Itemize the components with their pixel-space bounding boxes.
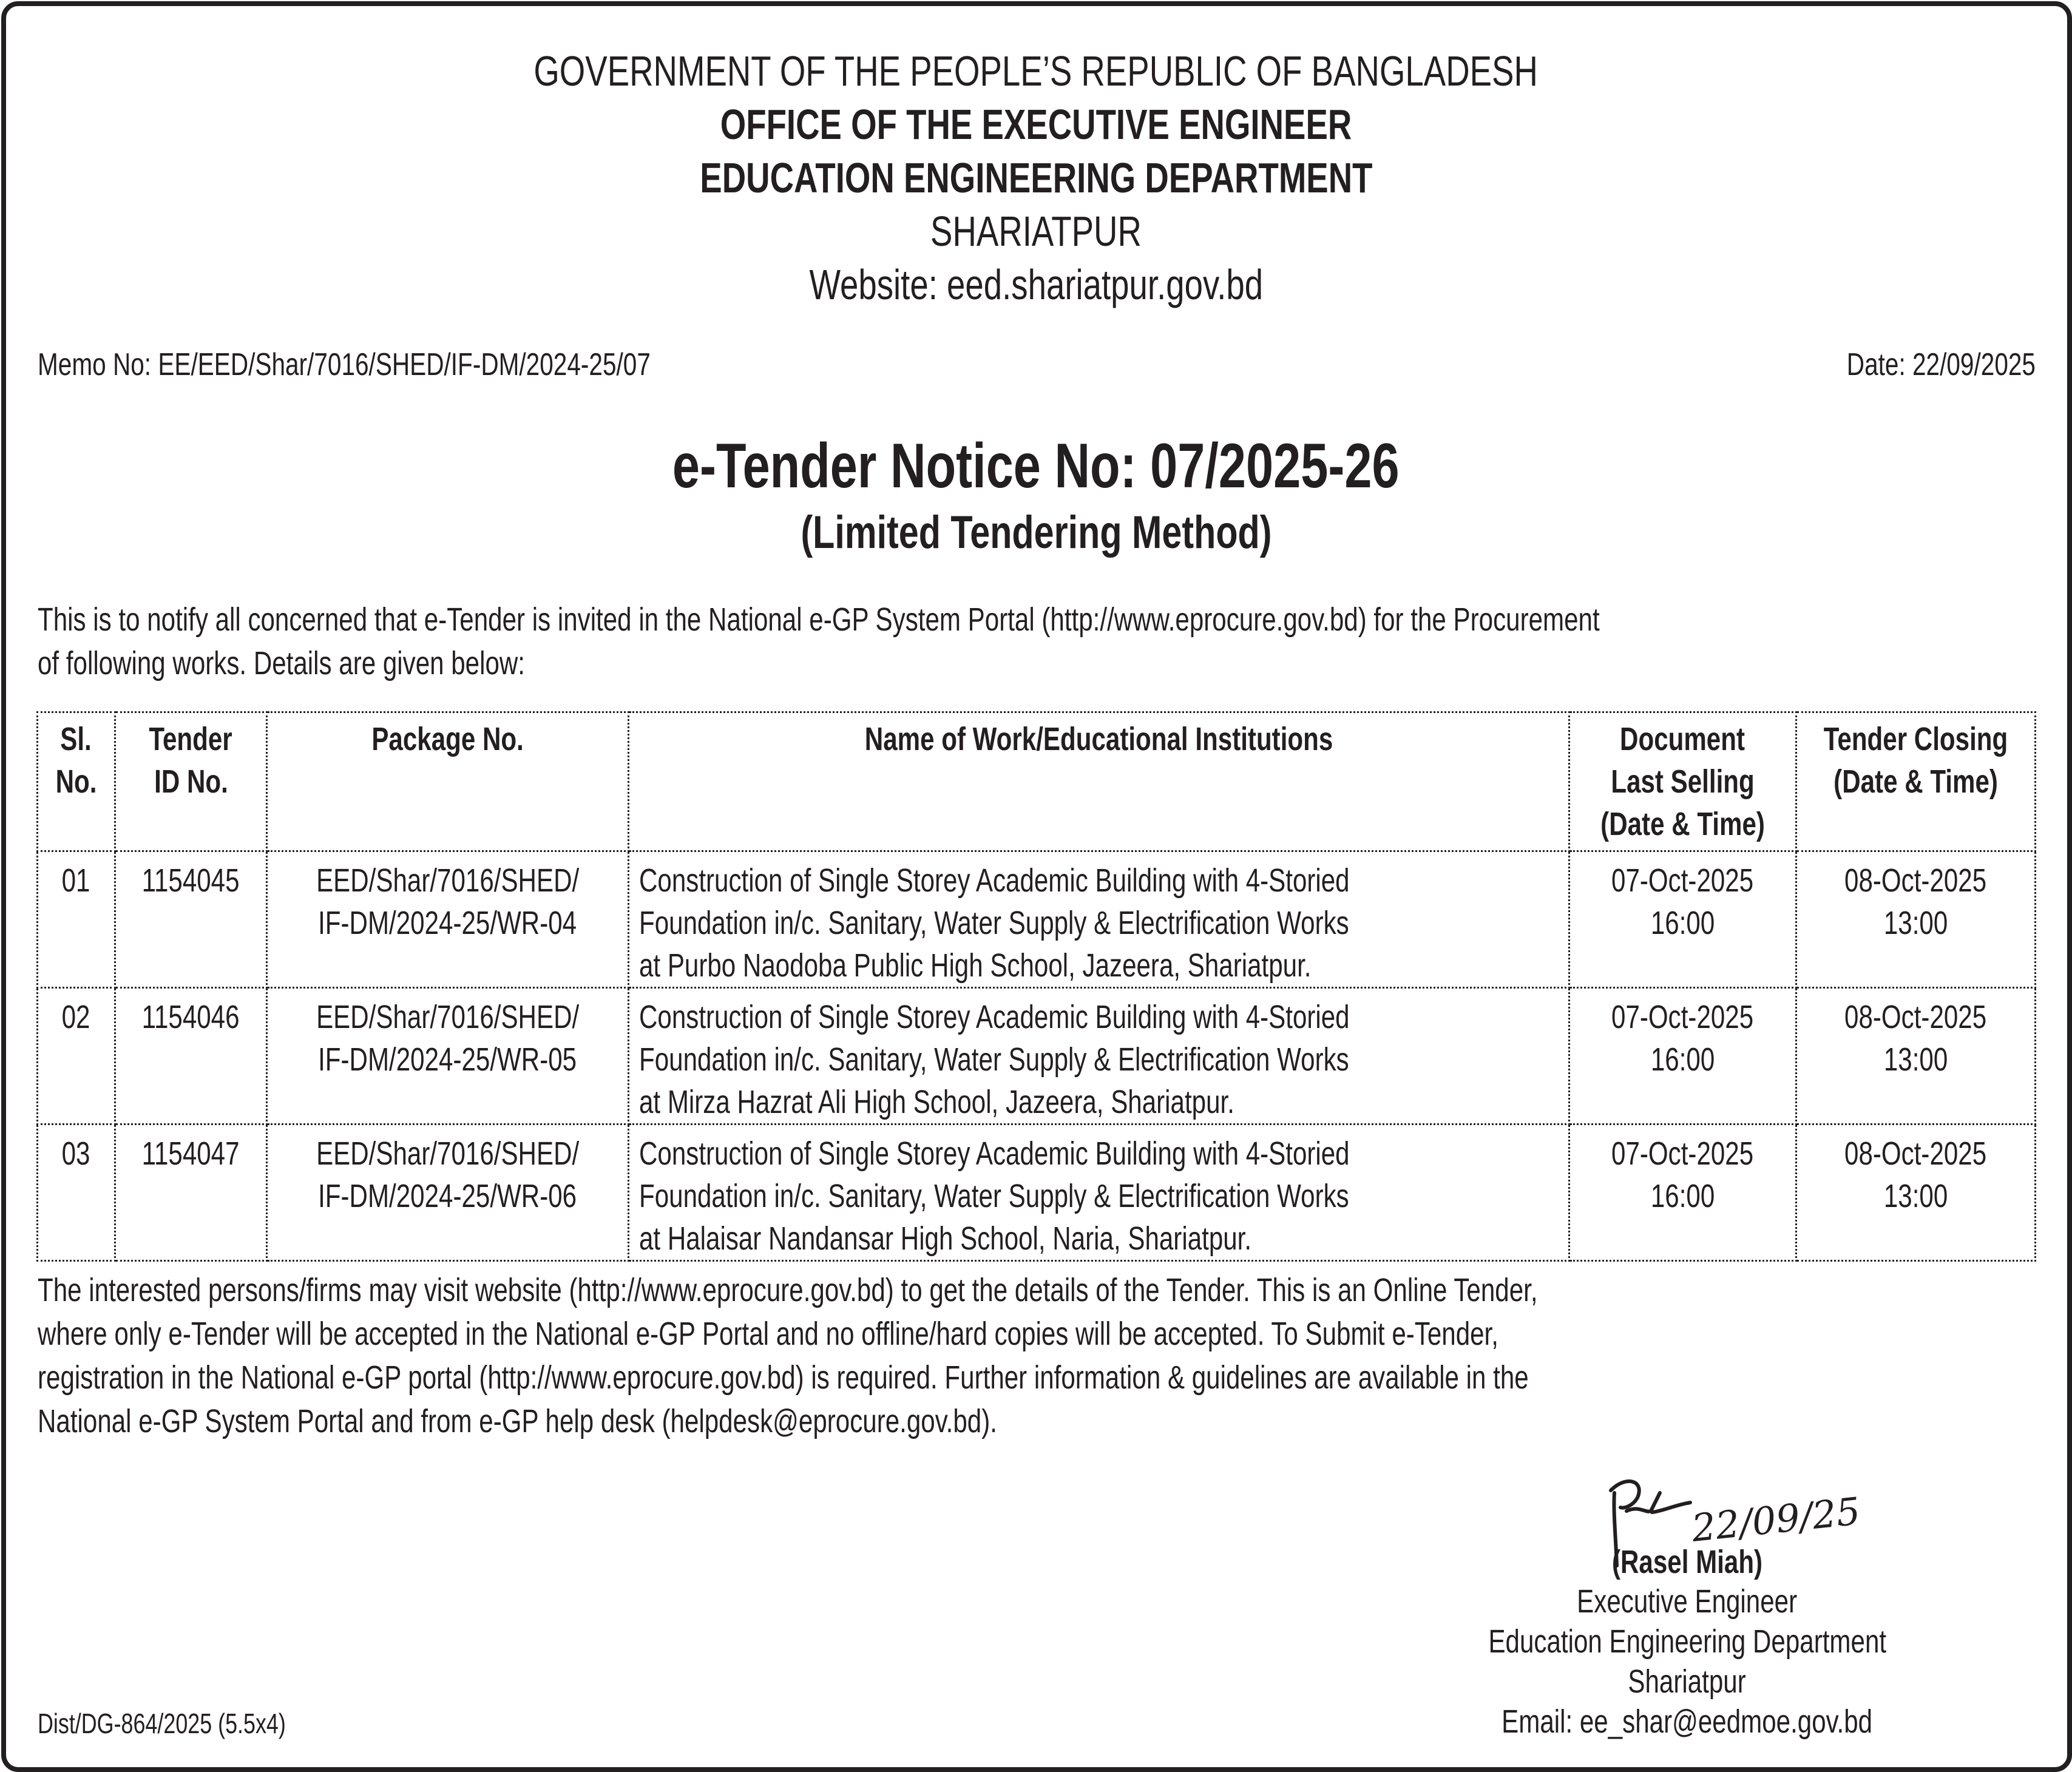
signatory-department-text: Education Engineering Department [1488,1623,1886,1660]
notice-title [0,428,2072,504]
cell-text: 08-Oct-2025 [1844,1135,1987,1172]
cell-text: 13:00 [1883,1041,1948,1078]
cell-text: Foundation in/c. Sanitary, Water Supply & Electrification Works [639,1178,1349,1214]
memo-text: Memo No: EE/EED/Shar/7016/SHED/IF-DM/2024-25/07 [38,347,651,382]
cell-text: 1154046 [142,999,240,1035]
cell-text: EED/Shar/7016/SHED/ [316,999,580,1035]
department-text: EDUCATION ENGINEERING DEPARTMENT [699,154,1373,201]
header-text: Package No. [371,721,524,757]
cell-text: 07-Oct-2025 [1611,1135,1754,1172]
header-text: Tender [149,721,233,757]
cell-text: 02 [62,999,90,1035]
cell-name-of-work [629,851,1569,988]
cell-tender-id [115,1124,267,1261]
office-heading [0,97,2072,152]
closing-line: registration in the National e-GP portal (http://www.eprocure.gov.bd) is required. Further information & guidelines are available in the [38,1359,1529,1396]
cell-package-no [267,1124,629,1261]
signatory-designation [1396,1581,1979,1622]
office-text: OFFICE OF THE EXECUTIVE ENGINEER [720,101,1352,148]
table-row [38,851,2036,988]
cell-name-of-work [629,988,1569,1124]
cell-text: 08-Oct-2025 [1844,999,1987,1035]
cell-text: 1154045 [142,862,240,899]
cell-text: Construction of Single Storey Academic Building with 4-Storied [639,999,1350,1035]
cell-text: IF-DM/2024-25/WR-05 [318,1041,577,1078]
cell-text: IF-DM/2024-25/WR-06 [318,1178,577,1214]
closing-paragraph [38,1268,2034,1443]
cell-text: 07-Oct-2025 [1611,862,1754,899]
memo-number [38,343,824,386]
cell-text: at Mirza Hazrat Ali High School, Jazeera, Shariatpur. [639,1084,1234,1120]
cell-package-no [267,988,629,1124]
cell-text: Foundation in/c. Sanitary, Water Supply & Electrification Works [639,905,1349,941]
header-package-no [267,712,629,851]
header-tender-closing [1796,712,2036,851]
header-text: Sl. [60,721,92,757]
cell-name-of-work [629,1124,1569,1261]
signatory-district [1396,1662,1979,1702]
distribution-code [38,1705,356,1742]
distribution-code-text: Dist/DG-864/2025 (5.5x4) [38,1708,286,1739]
intro-line: of following works. Details are given below: [38,645,525,681]
cell-text: at Purbo Naodoba Public High School, Jazeera, Shariatpur. [639,947,1312,984]
cell-text: 16:00 [1650,1041,1715,1078]
cell-text: EED/Shar/7016/SHED/ [316,862,580,899]
cell-text: 01 [62,862,90,899]
signatory-email-text: Email: ee_shar@eedmoe.gov.bd [1502,1703,1873,1740]
cell-text: 07-Oct-2025 [1611,999,1754,1035]
district-text: SHARIATPUR [930,208,1142,255]
date-text: Date: 22/09/2025 [1846,347,2036,382]
header-document-last-selling [1569,712,1796,851]
cell-text: 16:00 [1650,1178,1715,1214]
department-heading [0,150,2072,205]
cell-sl-no [38,1124,115,1261]
district-heading [0,204,2072,259]
cell-tender-closing [1796,1124,2036,1261]
cell-text: 08-Oct-2025 [1844,862,1987,899]
header-text: No. [55,763,97,800]
header-text: Last Selling [1611,763,1755,800]
cell-tender-closing [1796,851,2036,988]
cell-text: 16:00 [1650,905,1715,941]
header-text: (Date & Time) [1833,763,1998,800]
cell-text: 1154047 [142,1135,240,1172]
cell-package-no [267,851,629,988]
signatory-district-text: Shariatpur [1628,1663,1747,1700]
cell-text: EED/Shar/7016/SHED/ [316,1135,580,1172]
signatory-designation-text: Executive Engineer [1577,1583,1798,1620]
signatory-name-text: (Rasel Miah) [1611,1544,1763,1580]
signatory-email [1396,1702,1979,1742]
cell-document-last-selling [1569,988,1796,1124]
notice-subtitle [0,504,2072,562]
header-text: ID No. [154,763,228,800]
cell-tender-id [115,851,267,988]
closing-line: National e-GP System Portal and from e-GP help desk (helpdesk@eprocure.gov.bd). [38,1403,997,1439]
cell-text: IF-DM/2024-25/WR-04 [318,905,577,941]
header-name-of-work [629,712,1569,851]
cell-text: at Halaisar Nandansar High School, Naria, Shariatpur. [639,1220,1252,1257]
tender-table [36,711,2036,1262]
website-text: Website: eed.shariatpur.gov.bd [809,261,1263,308]
header-text: Tender Closing [1823,721,2008,757]
table-row [38,988,2036,1124]
signatory-name [1396,1541,1979,1583]
header-text: Document [1620,721,1745,757]
notice-subtitle-text: (Limited Tendering Method) [800,507,1272,558]
header-text: Name of Work/Educational Institutions [864,721,1333,757]
cell-text: 13:00 [1883,1178,1948,1214]
table-row [38,1124,2036,1261]
cell-tender-id [115,988,267,1124]
cell-text: 03 [62,1135,90,1172]
cell-text: 13:00 [1883,905,1948,941]
memo-date [1793,343,2036,386]
signatory-department [1396,1622,1979,1662]
notice-title-text: e-Tender Notice No: 07/2025-26 [672,431,1400,501]
table-header-row [38,712,2036,851]
cell-text: Construction of Single Storey Academic Building with 4-Storied [639,1135,1350,1172]
intro-paragraph [38,598,2034,685]
header-sl-no [38,712,115,851]
header-tender-id [115,712,267,851]
cell-sl-no [38,851,115,988]
cell-document-last-selling [1569,1124,1796,1261]
closing-line: where only e-Tender will be accepted in the National e-GP Portal and no offline/hard copies will be accepted. To Submit e-Tender, [38,1316,1498,1352]
cell-document-last-selling [1569,851,1796,988]
closing-line: The interested persons/firms may visit website (http://www.eprocure.gov.bd) to get the details of the Tender. This is an Online Tender, [38,1272,1538,1308]
header-text: (Date & Time) [1600,806,1765,842]
government-text: GOVERNMENT OF THE PEOPLE’S REPUBLIC OF BANGLADESH [533,47,1539,95]
cell-sl-no [38,988,115,1124]
cell-tender-closing [1796,988,2036,1124]
cell-text: Foundation in/c. Sanitary, Water Supply & Electrification Works [639,1041,1349,1078]
cell-text: Construction of Single Storey Academic Building with 4-Storied [639,862,1350,899]
website-line [0,257,2072,312]
intro-line: This is to notify all concerned that e-Tender is invited in the National e-GP System Portal (http://www.eprocure.gov.bd) for the Procurement [38,601,1600,638]
government-heading [0,44,2072,98]
signature-date: 22/09/25 [1689,1489,1863,1550]
